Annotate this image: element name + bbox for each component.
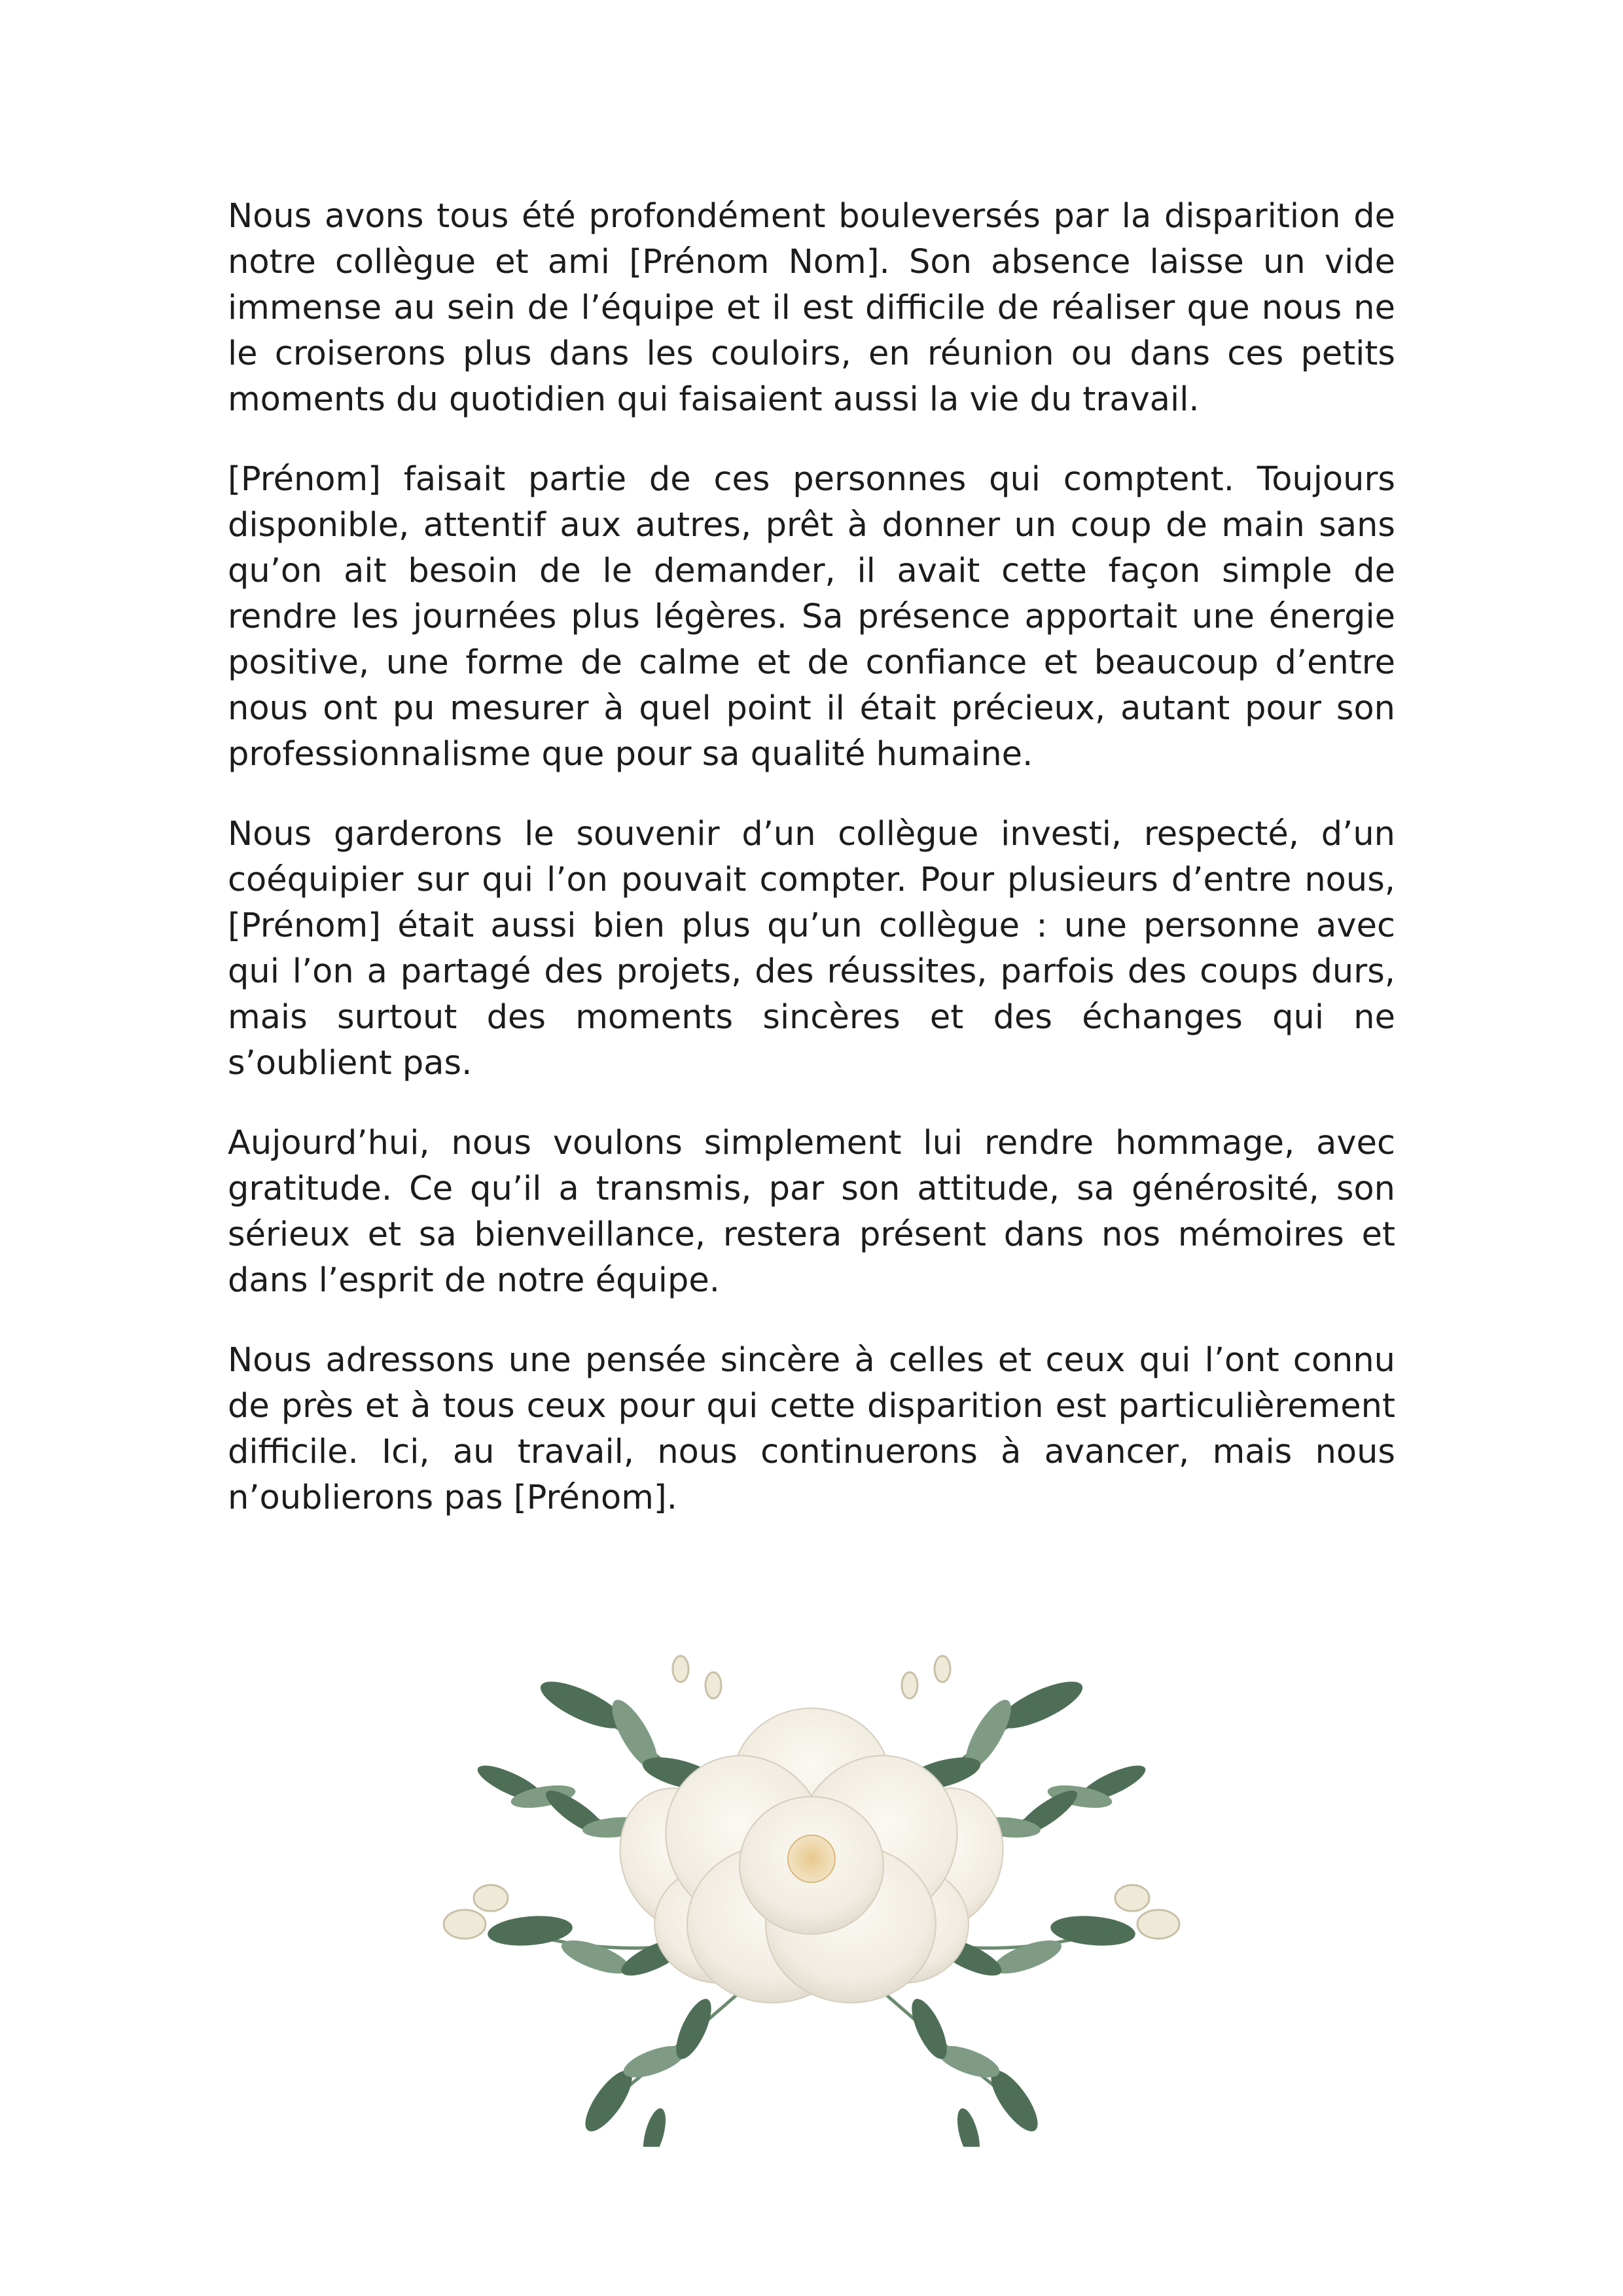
paragraph-5: Nous adressons une pensée sincère à celles et ceux qui l’ont connu de près et à tous ceux pour qui cette disparition est particulièrement difficile. Ici, au travail, nous continuerons à avancer, mais nous n’oublierons pas [Prénom].	[228, 1341, 1395, 1517]
paragraph-3: Nous garderons le souvenir d’un collègue investi, respecté, d’un coéquipier sur qui l’on pouvait compter. Pour plusieurs d’entre nous, [Prénom] était aussi bien plus qu’un collègue : une personne avec qui l’on a partagé des projets, des réussites, parfois des coups durs, mais surtout des moments sincères et des échanges qui ne s’oublient pas.	[228, 815, 1395, 1083]
tribute-text	[228, 194, 1395, 1555]
paragraph-1: Nous avons tous été profondément bouleversés par la disparition de notre collègue et ami [Prénom Nom]. Son absence laisse un vide immense au sein de l’équipe et il est difficile de réaliser que nous ne le croiserons plus dans les couloirs, en réunion ou dans ces petits moments du quotidien qui faisaient aussi la vie du travail.	[228, 197, 1395, 419]
floral-bouquet-icon	[406, 1649, 1217, 2147]
paragraph-4: Aujourd’hui, nous voulons simplement lui rendre hommage, avec gratitude. Ce qu’il a transmis, par son attitude, sa générosité, son sérieux et sa bienveillance, restera présent dans nos mémoires et dans l’esprit de notre équipe.	[228, 1124, 1395, 1300]
paragraph-2: [Prénom] faisait partie de ces personnes qui comptent. Toujours disponible, attentif aux autres, prêt à donner un coup de main sans qu’on ait besoin de le demander, il avait cette façon simple de rendre les journées plus légères. Sa présence apportait une énergie positive, une forme de calme et de confiance et beaucoup d’entre nous ont pu mesurer à quel point il était précieux, autant pour son professionnalisme que pour sa qualité humaine.	[228, 460, 1395, 774]
